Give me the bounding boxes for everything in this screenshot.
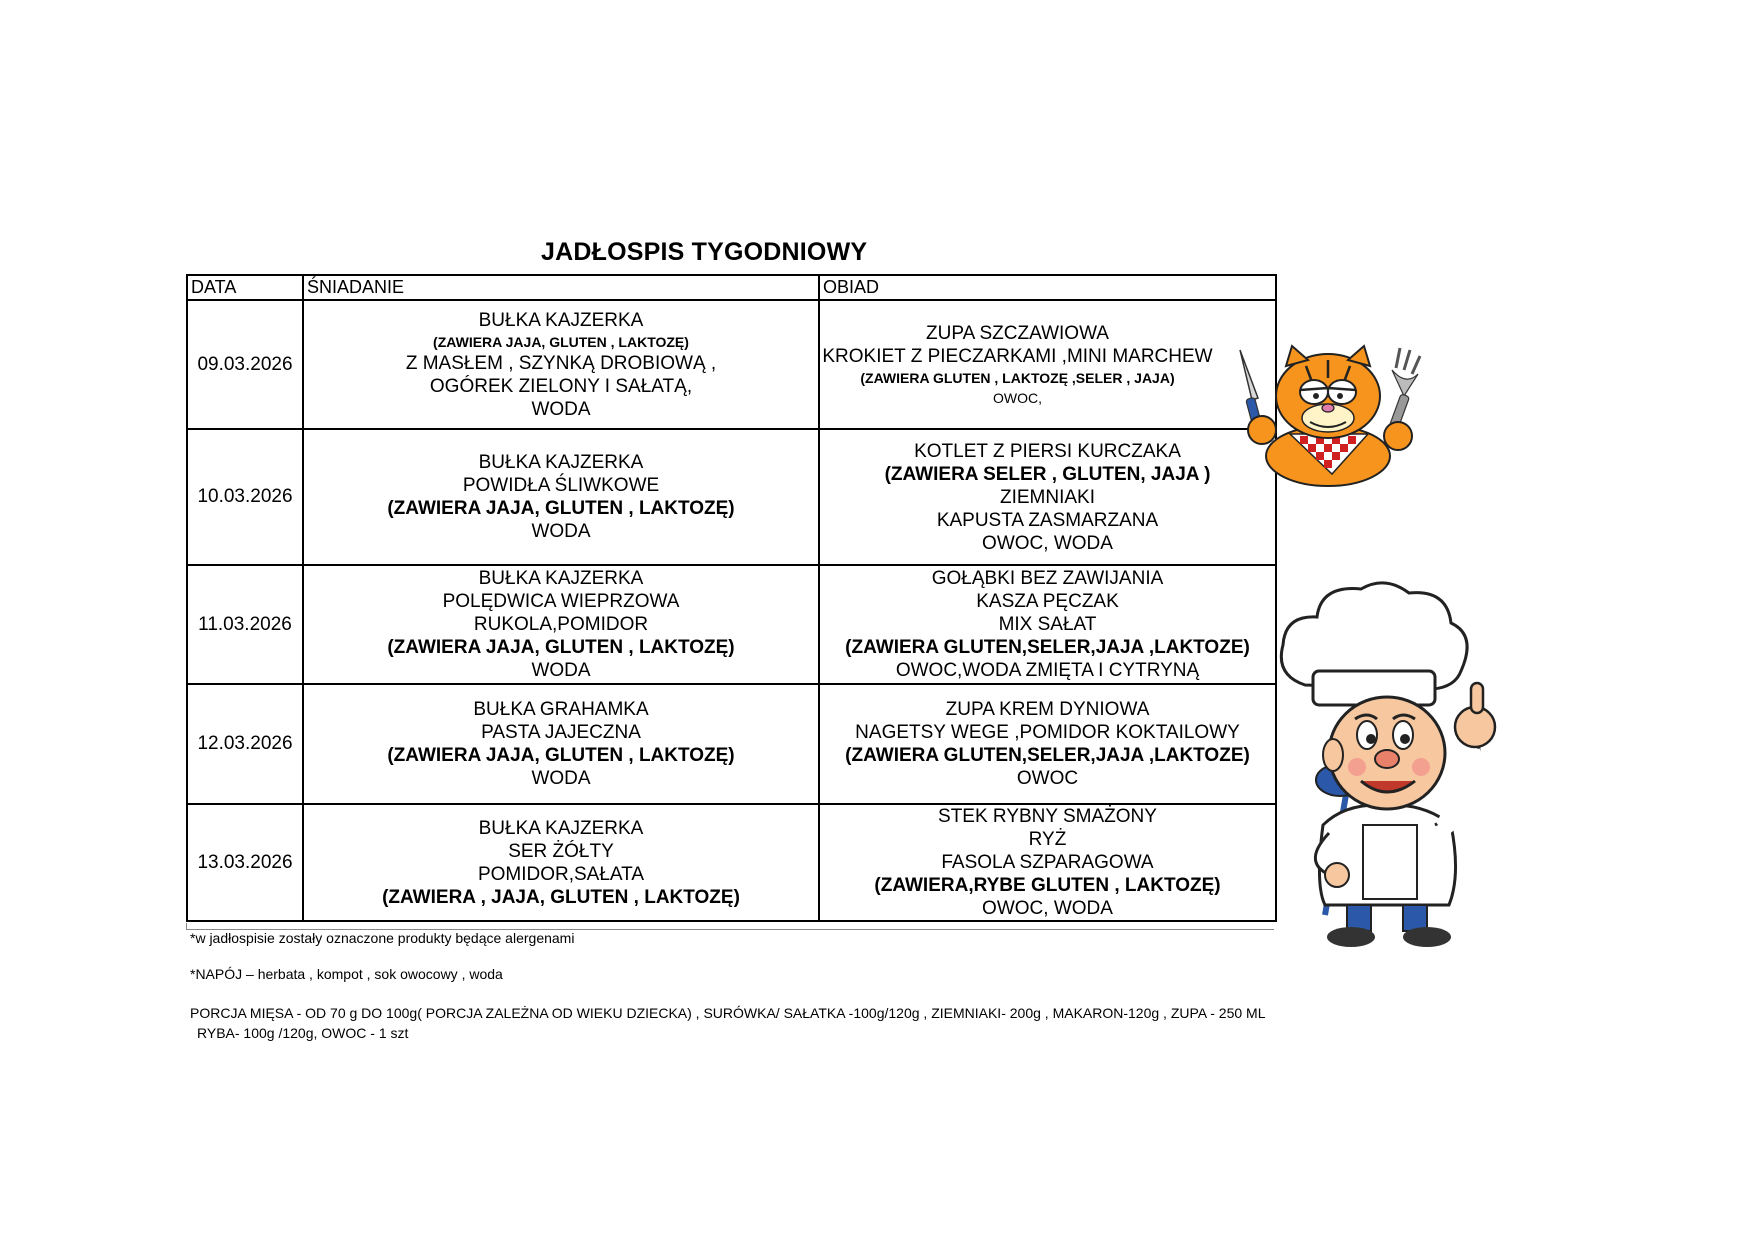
- meal-line: ZIEMNIAKI: [999, 486, 1095, 508]
- allergen-line: (ZAWIERA JAJA, GLUTEN , LAKTOZĘ): [387, 745, 735, 766]
- meal-line: KROKIET Z PIECZARKAMI ,MINI MARCHEW: [822, 345, 1213, 367]
- cartoon-chef-icon: [1265, 575, 1505, 950]
- breakfast-cell: [303, 300, 819, 429]
- allergen-note: *w jadłospisie zostały oznaczone produkty będące alergenami: [190, 930, 575, 946]
- breakfast-cell: [303, 804, 819, 921]
- meal-line: KOTLET Z PIERSI KURCZAKA: [914, 440, 1181, 462]
- meal-line: KAPUSTA ZASMARZANA: [936, 509, 1159, 531]
- lunch-cell: [819, 429, 1276, 565]
- meal-line: OWOC, WODA: [982, 532, 1113, 554]
- meal-line: BUŁKA KAJZERKA: [478, 452, 644, 473]
- allergen-line: (ZAWIERA GLUTEN , LAKTOZĘ ,SELER , JAJA): [860, 369, 1175, 386]
- meal-line: SER ŻÓŁTY: [508, 840, 614, 862]
- meal-line: RYŻ: [1028, 829, 1067, 850]
- meal-line: POWIDŁA ŚLIWKOWE: [462, 475, 660, 496]
- meal-line: FASOLA SZPARAGOWA: [941, 852, 1154, 873]
- row-date: 10.03.2026: [187, 429, 303, 565]
- table-row: [187, 300, 1276, 429]
- meal-line: OWOC,: [993, 389, 1042, 406]
- table-shadow-line: [186, 923, 1274, 930]
- row-date: 09.03.2026: [187, 300, 303, 429]
- cartoon-cat-with-cutlery-icon: [1228, 338, 1433, 488]
- portion-line-2: RYBA- 100g /120g, OWOC - 1 szt: [197, 1025, 409, 1041]
- breakfast-cell: [303, 565, 819, 684]
- meal-line: NAGETSY WEGE ,POMIDOR KOKTAILOWY: [855, 722, 1240, 743]
- meal-line: GOŁĄBKI BEZ ZAWIJANIA: [931, 568, 1164, 589]
- meal-line: BUŁKA KAJZERKA: [478, 568, 644, 589]
- row-date: 13.03.2026: [187, 804, 303, 921]
- page-title: JADŁOSPIS TYGODNIOWY: [541, 238, 868, 266]
- meal-line: MIX SAŁAT: [998, 614, 1097, 635]
- meal-line: ZUPA SZCZAWIOWA: [926, 322, 1109, 344]
- meal-line: PASTA JAJECZNA: [481, 722, 641, 743]
- row-date: 11.03.2026: [187, 565, 303, 684]
- allergen-line: (ZAWIERA GLUTEN,SELER,JAJA ,LAKTOZE): [845, 637, 1250, 658]
- allergen-line: (ZAWIERA GLUTEN,SELER,JAJA ,LAKTOZE): [845, 745, 1250, 766]
- meal-line: OWOC,WODA ZMIĘTA I CYTRYNĄ: [895, 660, 1200, 681]
- table-row: [187, 429, 1276, 565]
- drink-note: *NAPÓJ – herbata , kompot , sok owocowy , woda: [190, 966, 503, 982]
- table-row: [187, 684, 1276, 804]
- lunch-cell: [819, 300, 1276, 429]
- header-breakfast: ŚNIADANIE: [303, 275, 819, 300]
- meal-line: BUŁKA GRAHAMKA: [473, 699, 649, 720]
- breakfast-cell: [303, 684, 819, 804]
- table-row: [187, 804, 1276, 921]
- allergen-line: (ZAWIERA , JAJA, GLUTEN , LAKTOZĘ): [382, 886, 740, 908]
- meal-line: WODA: [531, 660, 591, 681]
- header-lunch: OBIAD: [819, 275, 1276, 300]
- meal-line: BUŁKA KAJZERKA: [478, 817, 644, 839]
- breakfast-cell: [303, 429, 819, 565]
- meal-line: KASZA PĘCZAK: [976, 591, 1119, 612]
- meal-line: POLĘDWICA WIEPRZOWA: [442, 591, 680, 612]
- lunch-cell: [819, 565, 1276, 684]
- meal-line: OWOC, WODA: [982, 898, 1113, 919]
- meal-line: OGÓREK ZIELONY I SAŁATĄ,: [429, 375, 693, 397]
- meal-line: STEK RYBNY SMAŻONY: [938, 806, 1157, 827]
- header-date: DATA: [187, 275, 303, 300]
- lunch-cell: [819, 684, 1276, 804]
- meal-line: BUŁKA KAJZERKA: [478, 309, 644, 331]
- meal-line: POMIDOR,SAŁATA: [477, 863, 645, 885]
- meal-line: WODA: [531, 521, 591, 542]
- table-header-row: [187, 275, 1276, 300]
- menu-table: [186, 274, 1277, 922]
- allergen-line: (ZAWIERA SELER , GLUTEN, JAJA ): [884, 463, 1211, 485]
- meal-line: OWOC: [1016, 768, 1079, 789]
- meal-line: Z MASŁEM , SZYNKĄ DROBIOWĄ ,: [405, 352, 717, 374]
- lunch-cell: [819, 804, 1276, 921]
- meal-line: WODA: [531, 398, 591, 420]
- allergen-line: (ZAWIERA,RYBE GLUTEN , LAKTOZĘ): [874, 875, 1221, 896]
- meal-line: RUKOLA,POMIDOR: [473, 614, 649, 635]
- meal-line: ZUPA KREM DYNIOWA: [945, 699, 1150, 720]
- allergen-line: (ZAWIERA JAJA, GLUTEN , LAKTOZĘ): [433, 333, 689, 350]
- allergen-line: (ZAWIERA JAJA, GLUTEN , LAKTOZĘ): [387, 498, 735, 519]
- meal-line: WODA: [531, 768, 591, 789]
- table-row: [187, 565, 1276, 684]
- allergen-line: (ZAWIERA JAJA, GLUTEN , LAKTOZĘ): [387, 637, 735, 658]
- row-date: 12.03.2026: [187, 684, 303, 804]
- portion-line-1: PORCJA MIĘSA - OD 70 g DO 100g( PORCJA ZALEŻNA OD WIEKU DZIECKA) , SURÓWKA/ SAŁATKA -100g/120g , ZIEMNIAKI- 200g , MAKARON-120g , ZUPA - 250 ML: [190, 1005, 1266, 1021]
- portion-note: [190, 1003, 1266, 1043]
